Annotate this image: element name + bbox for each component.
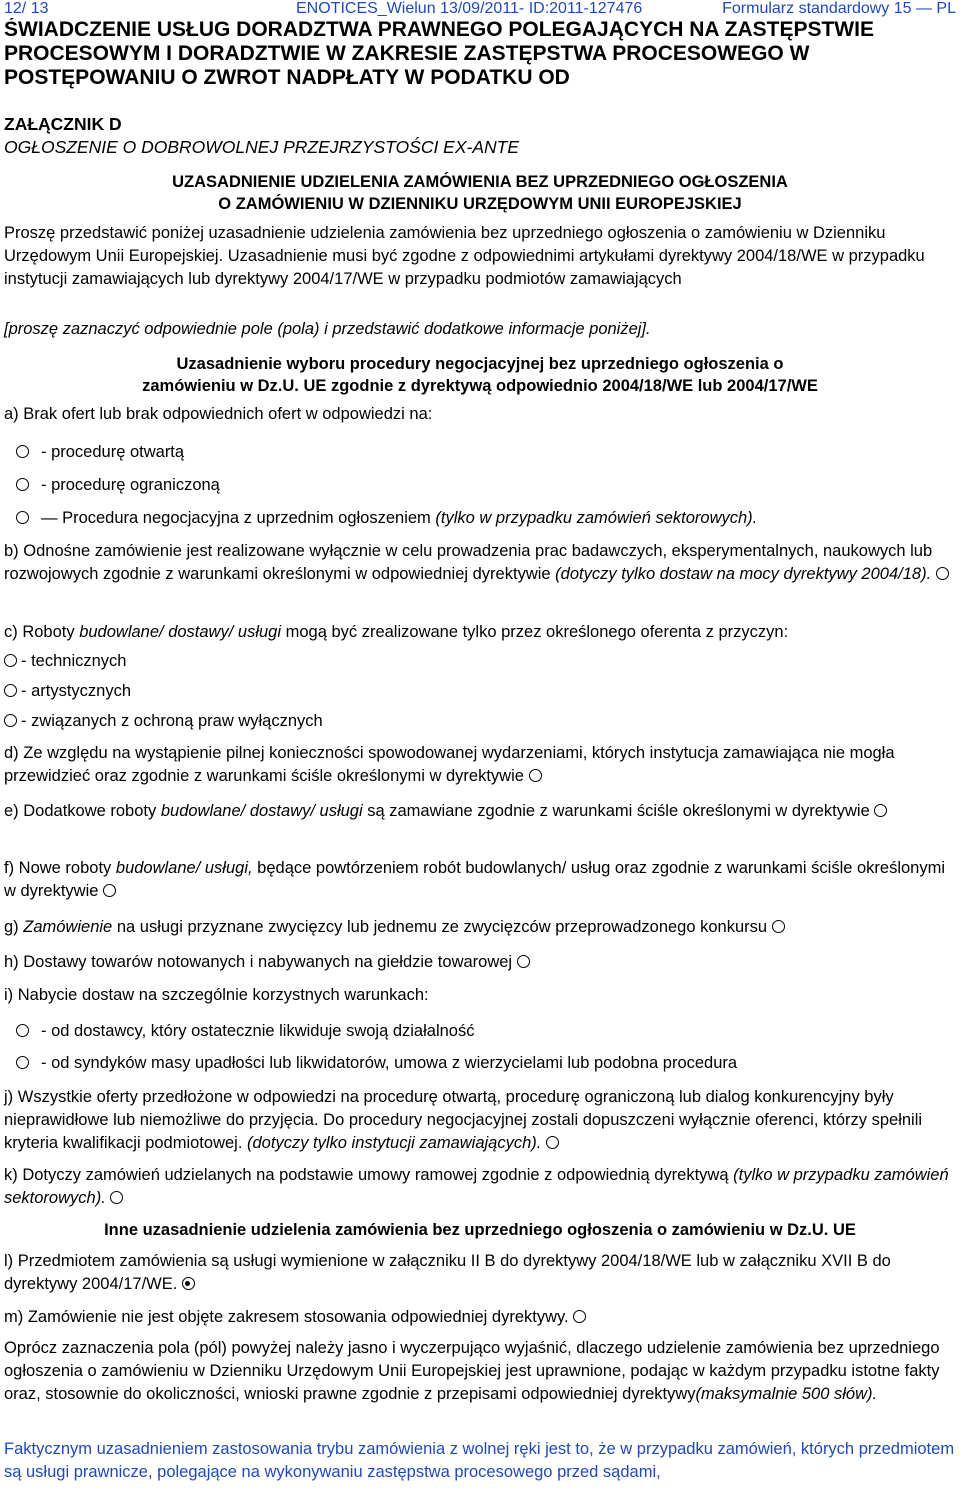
item-b — [4, 540, 956, 586]
radio-j[interactable] — [546, 1136, 559, 1149]
option-a-restricted-label: - procedurę ograniczoną — [41, 476, 220, 494]
item-f-ital: budowlane/ usługi, — [115, 859, 253, 877]
radio-m[interactable] — [573, 1310, 586, 1323]
option-c-technical[interactable] — [4, 650, 126, 672]
radio-k[interactable] — [110, 1191, 123, 1204]
annex-subtitle: OGŁOSZENIE O DOBROWOLNEJ PRZEJRZYSTOŚCI EX-ANTE — [4, 137, 520, 157]
item-h-text: h) Dostawy towarów notowanych i nabywanych na giełdzie towarowej — [4, 953, 513, 971]
annex-label: ZAŁĄCZNIK D — [4, 114, 122, 134]
option-a-negotiated-note: (tylko w przypadku zamówień sektorowych). — [435, 509, 758, 527]
item-c-pre: c) Roboty — [4, 623, 75, 641]
item-a-text: a) Brak ofert lub brak odpowiednich ofert w odpowiedzi na: — [4, 405, 433, 423]
item-c-post: mogą być zrealizowane tylko przez określonego oferenta z przyczyn: — [285, 623, 789, 641]
option-a-negotiated[interactable] — [16, 507, 757, 529]
radio-exclusive-rights[interactable] — [4, 714, 17, 727]
item-d-text: d) Ze względu na wystąpienie pilnej konieczności spowodowanej wydarzeniami, których instytucja zamawiająca nie mogła przewidzieć oraz zgodnie z warunkami ściśle określonymi w dyrektywie — [4, 744, 895, 785]
radio-g[interactable] — [772, 920, 785, 933]
radio-h[interactable] — [517, 955, 530, 968]
option-a-open-label: - procedurę otwartą — [41, 443, 185, 461]
item-m-text: m) Zamówienie nie jest objęte zakresem stosowania odpowiedniej dyrektywy. — [4, 1308, 569, 1326]
item-j-text: j) Wszystkie oferty przedłożone w odpowiedzi na procedurę otwartą, procedurę ograniczoną lub dialog konkurencyjny były nieprawidłowe lub niemożliwe do przyjęcia. Do procedury negocjacyjnej zostali dopuszczeni wyłącznie oferenci, którzy spełnili kryteria kwalifikacji podmiotowej. — [4, 1088, 923, 1152]
item-c — [4, 621, 956, 644]
radio-bankruptcy[interactable] — [16, 1056, 29, 1069]
instruction-text: [proszę zaznaczyć odpowiednie pole (pola) i przedstawić dodatkowe informacje poniżej]. — [4, 320, 651, 338]
page-number: 12/ 13 — [4, 0, 49, 17]
item-h — [4, 951, 956, 974]
item-b-note: (dotyczy tylko dostaw na mocy dyrektywy 2004/18). — [555, 565, 932, 583]
contract-title: ŚWIADCZENIE USŁUG DORADZTWA PRAWNEGO POLEGAJĄCYCH NA ZASTĘPSTWIE PROCESOWYM I DORADZTWIE W ZAKRESIE ZASTĘPSTWA PROCESOWEGO W POSTĘPOWANIU O ZWROT NADPŁATY W PODATKU OD — [4, 18, 874, 89]
radio-f[interactable] — [103, 884, 116, 897]
radio-technical[interactable] — [4, 654, 17, 667]
form-type: Formularz standardowy 15 — PL — [722, 0, 956, 17]
item-b-text: b) Odnośne zamówienie jest realizowane wyłącznie w celu prowadzenia prac badawczych, eksperymentalnych, naukowych lub rozwojowych zgodnie z warunkami określonymi w odpowiedniej dyrektywie — [4, 542, 933, 583]
item-f — [4, 857, 956, 903]
explanation-instruction — [4, 1337, 956, 1406]
item-e-post: są zamawiane zgodnie z warunkami ściśle określonymi w dyrektywie — [367, 802, 870, 820]
radio-l-selected[interactable] — [182, 1277, 195, 1290]
item-f-pre: f) Nowe roboty — [4, 859, 112, 877]
section-heading-1 — [0, 171, 960, 215]
item-e — [4, 800, 956, 823]
explanation-note: (maksymalnie 500 słów). — [695, 1385, 878, 1403]
section-heading-1-line1: UZASADNIENIE UDZIELENIA ZAMÓWIENIA BEZ UPRZEDNIEGO OGŁOSZENIA — [172, 173, 788, 191]
item-g-pre: g) — [4, 918, 19, 936]
option-a-negotiated-label: — Procedura negocjacyjna z uprzednim ogłoszeniem — [41, 509, 431, 527]
section-heading-3: Inne uzasadnienie udzielenia zamówienia bez uprzedniego ogłoszenia o zamówieniu w Dz.U. UE — [104, 1221, 856, 1239]
option-c-exclusive-label: - związanych z ochroną praw wyłącznych — [21, 712, 323, 730]
item-k-text: k) Dotyczy zamówień udzielanych na podstawie umowy ramowej zgodnie z odpowiednią dyrektywą — [4, 1166, 729, 1184]
page-header — [4, 0, 956, 18]
section-heading-1-line2: O ZAMÓWIENIU W DZIENNIKU URZĘDOWYM UNII EUROPEJSKIEJ — [218, 195, 742, 213]
section-heading-2-line2: zamówieniu w Dz.U. UE zgodnie z dyrektywą odpowiednio 2004/18/WE lub 2004/17/WE — [142, 377, 818, 395]
option-i-liquidation-label: - od dostawcy, który ostatecznie likwiduje swoją działalność — [41, 1022, 475, 1040]
option-i-liquidation[interactable] — [16, 1020, 474, 1042]
item-f-post: będące powtórzeniem robót budowlanych/ usług oraz zgodnie z warunkami ściśle określonymi w dyrektywie — [4, 859, 946, 900]
intro-paragraph: Proszę przedstawić poniżej uzasadnienie udzielenia zamówienia bez uprzedniego ogłoszenia o zamówieniu w Dzienniku Urzędowym Unii Europejskiej. Uzasadnienie musi być zgodne z odpowiednimi artykułami dyrektywy 2004/18/WE w przypadku instytucji zamawiających lub dyrektywy 2004/17/WE w przypadku podmiotów zamawiających — [4, 224, 925, 288]
item-c-ital: budowlane/ dostawy/ usługi — [79, 623, 281, 641]
item-m — [4, 1306, 956, 1329]
item-e-pre: e) Dodatkowe roboty — [4, 802, 157, 820]
radio-b[interactable] — [936, 567, 949, 580]
item-d — [4, 742, 956, 788]
item-e-ital: budowlane/ dostawy/ usługi — [160, 802, 363, 820]
item-j-note: (dotyczy tylko instytucji zamawiających). — [247, 1134, 542, 1152]
notice-id: ENOTICES_Wielun 13/09/2011- ID:2011-127476 — [296, 0, 643, 17]
option-a-restricted[interactable] — [16, 474, 220, 496]
item-g — [4, 916, 956, 939]
radio-open-procedure[interactable] — [16, 445, 29, 458]
radio-negotiated-procedure[interactable] — [16, 511, 29, 524]
option-c-exclusive[interactable] — [4, 710, 323, 732]
radio-artistic[interactable] — [4, 684, 17, 697]
item-j — [4, 1086, 956, 1155]
radio-supplier-liquidation[interactable] — [16, 1024, 29, 1037]
option-c-technical-label: - technicznych — [21, 652, 127, 670]
radio-e[interactable] — [874, 804, 887, 817]
section-heading-2-line1: Uzasadnienie wyboru procedury negocjacyjnej bez uprzedniego ogłoszenia o — [176, 355, 784, 373]
justification-answer: Faktycznym uzasadnieniem zastosowania trybu zamówienia z wolnej ręki jest to, że w przypadku zamówień, których przedmiotem są usługi prawnicze, polegające na wykonywaniu zastępstwa procesowego przed sądami, — [4, 1440, 955, 1481]
option-i-bankruptcy[interactable] — [16, 1052, 737, 1074]
option-c-artistic[interactable] — [4, 680, 131, 702]
option-a-open[interactable] — [16, 441, 184, 463]
item-l-text: l) Przedmiotem zamówienia są usługi wymienione w załączniku II B do dyrektywy 2004/18/WE lub w załączniku XVII B do dyrektywy 2004/17/WE. — [4, 1252, 891, 1293]
radio-d[interactable] — [529, 769, 542, 782]
item-k — [4, 1164, 956, 1210]
item-l — [4, 1250, 956, 1296]
option-i-bankruptcy-label: - od syndyków masy upadłości lub likwidatorów, umowa z wierzycielami lub podobna procedura — [41, 1054, 738, 1072]
item-g-ital: Zamówienie — [23, 918, 113, 936]
item-k-note: (tylko w przypadku zamówień sektorowych). — [4, 1166, 949, 1207]
item-g-post: na usługi przyznane zwycięzcy lub jednemu ze zwycięzców przeprowadzonego konkursu — [116, 918, 768, 936]
option-c-artistic-label: - artystycznych — [21, 682, 132, 700]
section-heading-2 — [0, 353, 960, 397]
radio-restricted-procedure[interactable] — [16, 478, 29, 491]
explanation-text: Oprócz zaznaczenia pola (pól) powyżej należy jasno i wyczerpująco wyjaśnić, dlaczego udzielenie zamówienia bez uprzedniego ogłoszenia o zamówieniu w Dzienniku Urzędowym Unii Europejskiej jest uprawnione, podając w każdym przypadku istotne fakty oraz, stosownie do okoliczności, wnioski prawne zgodnie z przepisami odpowiedniej dyrektywy — [4, 1339, 940, 1403]
item-i-text: i) Nabycie dostaw na szczególnie korzystnych warunkach: — [4, 986, 429, 1004]
